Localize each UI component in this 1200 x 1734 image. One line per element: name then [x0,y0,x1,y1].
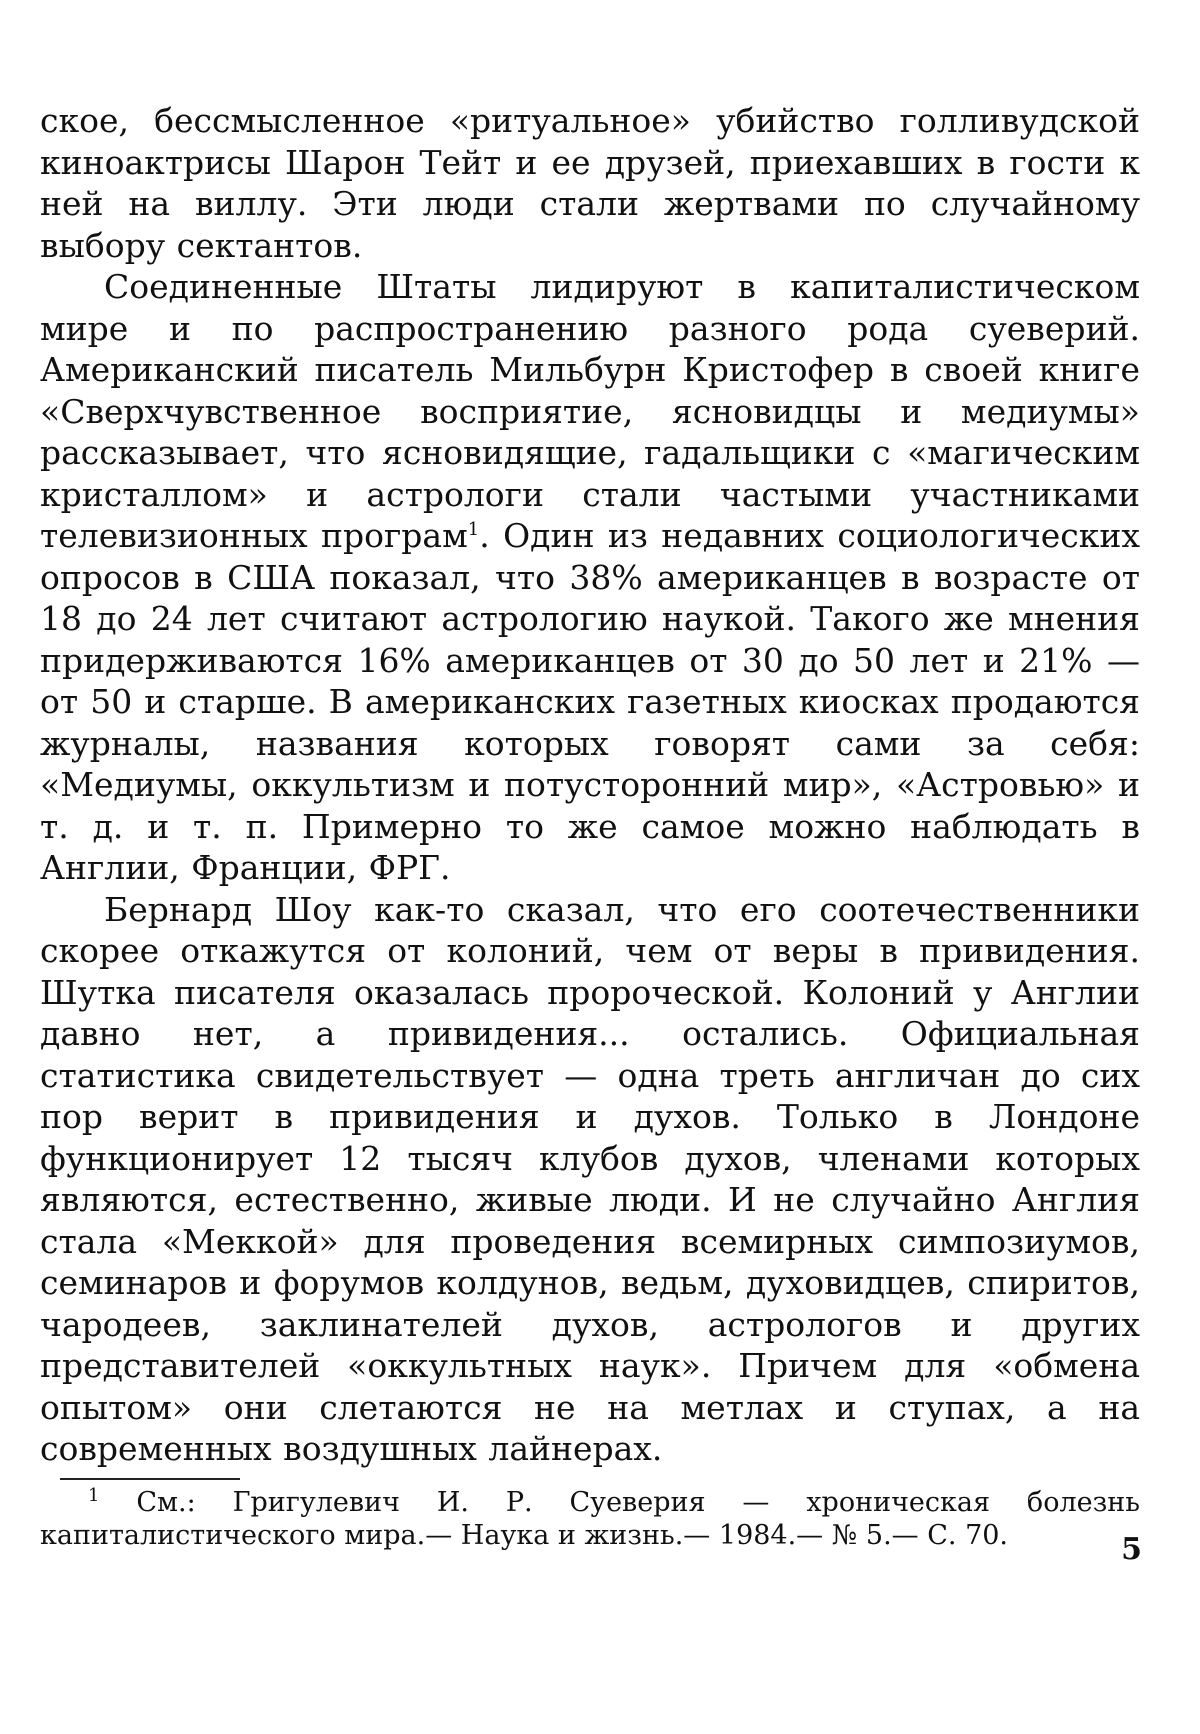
paragraph-2-text: Соединенные Штаты лидируют в капиталистическом мире и по распространению разного рода суеверий. Американский писатель Мильбурн Кристофер в своей книге «Сверхчувственное восприятие, ясновидцы и медиумы» рассказывает, что ясновидящие, гадальщики с «магическим кристаллом» и астрологи стали частыми участниками телевизионных програм [40,267,1140,555]
footnote-text: См.: Григулевич И. Р. Суеверия — хроническая болезнь капиталистического мира.— Наука и жизнь.— 1984.— № 5.— С. 70. [40,1486,1140,1551]
paragraph-3 [40,889,1140,1470]
paragraph-2-text-continued: . Один из недавних социологических опросов в США показал, что 38% американцев в возрасте от 18 до 24 лет считают астрологию наукой. Такого же мнения придерживаются 16% американцев от 30 до 50 лет и 21% — от 50 и старше. В американских газетных киосках продаются журналы, названия которых говорят сами за себя: «Медиумы, оккультизм и потусторонний мир», «Астровью» и т. д. и т. п. Примерно то же самое можно наблюдать в Англии, Франции, ФРГ. [40,516,1141,887]
paragraph-1-text: ское, бессмысленное «ритуальное» убийство голливудской киноактрисы Шарон Тейт и ее друзей, приехавших в гости к ней на виллу. Эти люди стали жертвами по случайному выбору сектантов. [40,101,1140,265]
footnote [40,1486,1140,1552]
page-number: 5 [1121,1532,1142,1567]
footnote-marker: 1 [88,1484,100,1506]
page-body [40,100,1140,1552]
paragraph-3-text: Бернард Шоу как-то сказал, что его соотечественники скорее откажутся от колоний, чем от веры в привидения. Шутка писателя оказалась пророческой. Колоний у Англии давно нет, а привидения... остались. Официальная статистика свидетельствует — одна треть англичан до сих пор верит в привидения и духов. Только в Лондоне функционирует 12 тысяч клубов духов, членами которых являются, естественно, живые люди. И не случайно Англия стала «Меккой» для проведения всемирных симпозиумов, семинаров и форумов колдунов, ведьм, духовидцев, спиритов, чародеев, заклинателей духов, астрологов и других представителей «оккультных наук». Причем для «обмена опытом» они слетаются не на метлах и ступах, а на современных воздушных лайнерах. [40,889,1140,1468]
paragraph-1 [40,100,1140,266]
paragraph-2 [40,266,1140,889]
footnote-divider [60,1478,240,1480]
footnote-reference[interactable]: 1 [467,519,480,540]
